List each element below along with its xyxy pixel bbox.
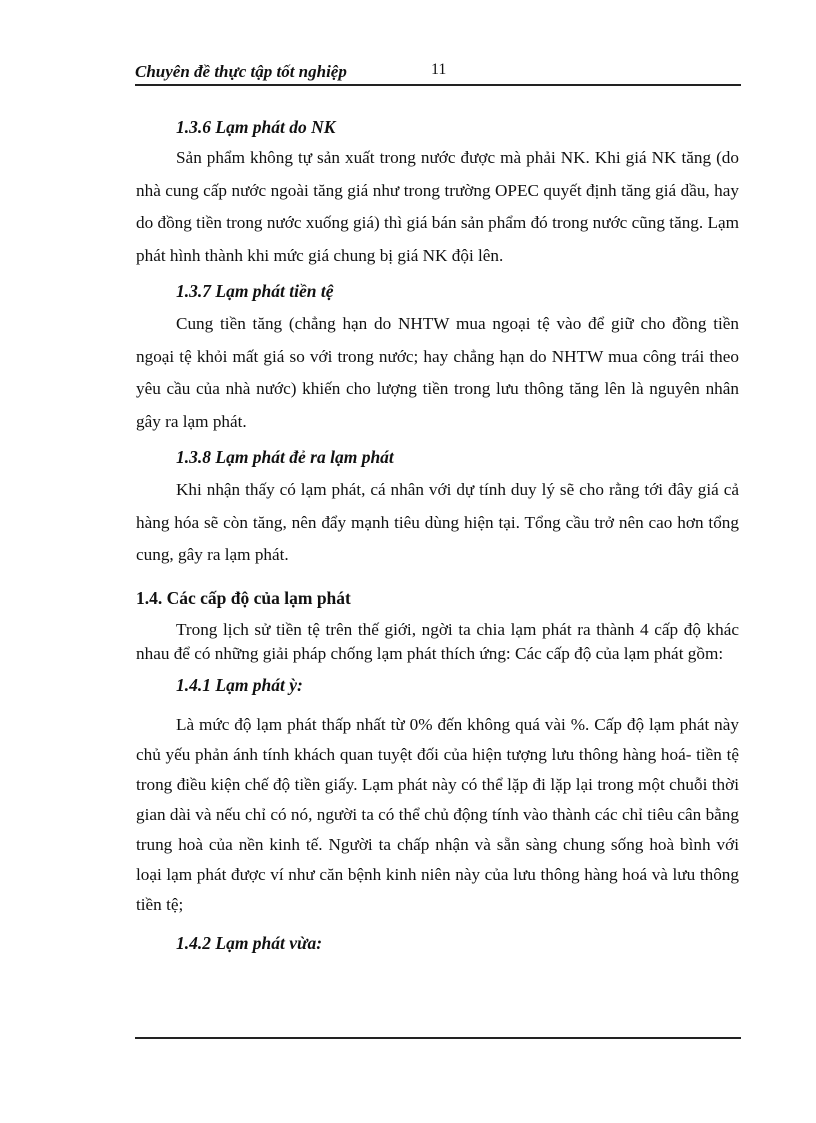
paragraph-1-3-7: Cung tiền tăng (chẳng hạn do NHTW mua ngoại tệ vào để giữ cho đồng tiền ngoại tệ khỏi mất giá so với trong nước; hay chẳng hạn do NHTW mua công trái theo yêu cầu của nhà nước) khiến cho lượng tiền trong lưu thông tăng lên là nguyên nhân gây ra lạm phát. xyxy=(136,314,739,431)
heading-1-4-2: 1.4.2 Lạm phát vừa: xyxy=(176,932,323,953)
paragraph-1-3-6: Sản phẩm không tự sản xuất trong nước được mà phải NK. Khi giá NK tăng (do nhà cung cấp nước ngoài tăng giá như trong trường OPEC quyết định tăng giá dầu, hay do đồng tiền trong nước xuống giá) thì giá bán sản phẩm đó trong nước cũng tăng. Lạm phát hình thành khi mức giá chung bị giá NK đội lên. xyxy=(136,148,739,265)
heading-1-4-1: 1.4.1 Lạm phát ỳ: xyxy=(176,674,303,695)
heading-1-3-8: 1.3.8 Lạm phát đẻ ra lạm phát xyxy=(176,447,394,467)
paragraph-1-3-8: Khi nhận thấy có lạm phát, cá nhân với dự tính duy lý sẽ cho rằng tới đây giá cả hàng hóa sẽ còn tăng, nên đẩy mạnh tiêu dùng hiện tại. Tổng cầu trở nên cao hơn tổng cung, gây ra lạm phát. xyxy=(136,480,739,564)
heading-1-4: 1.4. Các cấp độ của lạm phát xyxy=(136,587,351,608)
heading-1-3-6: 1.3.6 Lạm phát do NK xyxy=(176,117,336,137)
footer-rule xyxy=(135,1037,741,1039)
document-body xyxy=(136,112,739,958)
page-header xyxy=(135,60,741,86)
page-number: 11 xyxy=(431,61,447,78)
heading-1-3-7: 1.3.7 Lạm phát tiền tệ xyxy=(176,281,334,301)
header-title: Chuyên đề thực tập tốt nghiệp xyxy=(135,62,347,81)
paragraph-1-4-1: Là mức độ lạm phát thấp nhất từ 0% đến không quá vài %. Cấp độ lạm phát này chủ yếu phản ánh tính khách quan tuyệt đối của hiện tượng lưu thông hàng hoá- tiền tệ trong điều kiện chế độ tiền giấy. Lạm phát này có thể lặp đi lặp lại trong một chuỗi thời gian dài và nếu chỉ có nó, người ta có thể chủ động tính vào thành các chỉ tiêu cân bằng trung hoà của nền kinh tế. Người ta chấp nhận và sẵn sàng chung sống hoà bình với loại lạm phát được ví như căn bệnh kinh niên này của lưu thông hàng hoá và lưu thông tiền tệ; xyxy=(136,714,739,914)
paragraph-1-4: Trong lịch sử tiền tệ trên thế giới, ngời ta chia lạm phát ra thành 4 cấp độ khác nhau để có những giải pháp chống lạm phát thích ứng: Các cấp độ của lạm phát gồm: xyxy=(136,619,739,663)
